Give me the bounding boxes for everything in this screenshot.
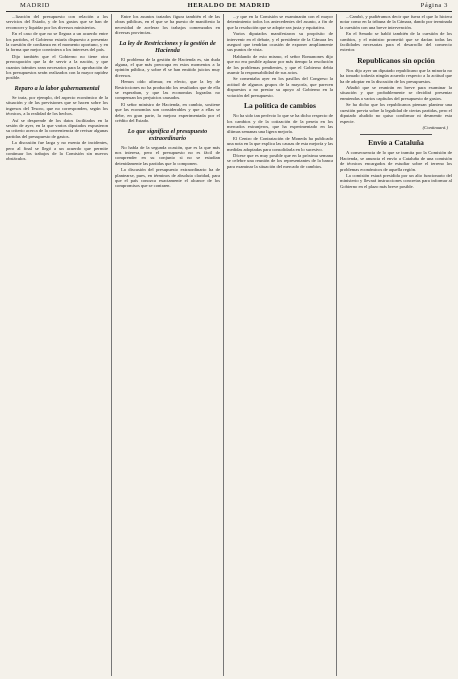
paragraph: Se ha dicho que los republicanos piensan plantear una cuestión previa sobre la legalidad de ciertas partidas, pero el diputado aludido no quiso confirmar ni desmentir esta especie. <box>340 102 452 124</box>
newspaper-title: HERALDO DE MADRID <box>187 2 271 9</box>
paragraph: A consecuencia de lo que se tramita por la Comisión de Hacienda, se anuncia el envío a Cataluña de una comisión de técnicos encargados de estudiar sobre el terreno los problemas económicos de aquella región. <box>340 150 452 172</box>
paragraph: En el Senado se habló también de la cuestión de los cambios, y el ministro prometió que se darían todas las facilidades necesarias para el desarrollo del comercio exterior. <box>340 31 452 53</box>
paragraph: En el caso de que no se llegara a un acuerdo entre los partidos, el Gobierno estaría dispuesto a presentar la cuestión de confianza en el momento oportuno, y en la forma que mejor conviniera a los intereses del país. <box>6 31 108 53</box>
page-header <box>6 2 452 12</box>
paragraph: La discusión del presupuesto extraordinario ha de plantearse, pues, en términos de absoluta claridad, para que el país conozca exactamente el alcance de los compromisos que se contraen. <box>115 167 220 189</box>
paragraph: No habla de la segunda ocasión, que es la que más nos interesa, pero el presupuesto no es fácil de comprender en su conjunto si no se estudian detenidamente las partidas que lo componen. <box>115 144 220 166</box>
section-headline: La política de cambios <box>244 101 316 111</box>
header-city: MADRID <box>20 2 50 9</box>
paragraph: No ha sido tan perfecto lo que se ha dicho respecto de los cambios y de la cotización de la peseta en los mercados extranjeros, que ha experimentado en las últimas semanas una ligera mejoría. <box>227 113 333 135</box>
paragraph: ...y que en la Comisión se examinarán con el mayor detenimiento todos los antecedentes del asunto, a fin de que la resolución que se adopte sea justa y equitativa. <box>227 14 333 30</box>
paragraph: Varios diputados manifestaron su propósito de intervenir en el debate, y el presidente de la Cámara les aseguró que tendrían ocasión de exponer ampliamente sus puntos de vista. <box>227 31 333 53</box>
section-headline: La ley de Restricciones y la gestión de Hacienda <box>119 39 216 54</box>
paragraph: ...lización del presupuesto con relación a los servicios del Estado, y de los gastos que se han de reconocer y liquidar por los diversos ministerios. <box>6 14 108 30</box>
column-rule <box>111 14 112 676</box>
column-rule <box>336 14 337 676</box>
paragraph: Entre los asuntos tratados figura también el de las obras públicas, en el que se ha puesto de manifiesto la necesidad de acelerar los trabajos comenzados en diversas provincias. <box>115 14 220 36</box>
column-2 <box>115 14 220 676</box>
paragraph: El Centro de Contratación de Moneda ha publicado una nota en la que explica las causas de esta mejoría y las medidas adoptadas para consolidarla en lo sucesivo. <box>227 135 333 152</box>
section-headline: Republicanos sin opción <box>357 55 435 65</box>
section-headline: Envío a Cataluña <box>368 138 424 148</box>
paragraph: Así se desprende de los datos facilitados en la sesión de ayer, en la que varios diputados expusieron su criterio acerca de la conveniencia de revisar algunas partidas del presupuesto de gastos. <box>6 117 108 139</box>
paragraph: Hemos oído afirmar, en efecto, que la ley de Restricciones no ha producido los resultados que de ella se esperaban, y que las economías logradas no compensan los perjuicios causados. <box>115 79 220 101</box>
paragraph: Se comentaba ayer en los pasillos del Congreso la actitud de algunos grupos de la mayoría, que parecen dispuestos a no prestar su apoyo al Gobierno en la votación del presupuesto. <box>227 76 333 98</box>
column-1 <box>6 14 108 676</box>
paragraph: Añadió que se reunirán en breve para examinar la situación y que probablemente se decidirá presentar enmiendas a varios capítulos del presupuesto de gastos. <box>340 85 452 101</box>
page-number: Página 3 <box>420 2 448 9</box>
paragraph: El señor ministro de Hacienda, en cambio, sostiene que las economías son considerables y que a ellas se debe, en gran parte, la mejora experimentada por el crédito del Estado. <box>115 101 220 124</box>
paragraph: El problema de la gestión de Hacienda es, sin duda alguna, el que más preocupa en estos momentos a la opinión pública, y sobre él se han emitido juicios muy diversos. <box>115 56 220 78</box>
column-3 <box>227 14 333 676</box>
continuation-note: (Continuará.) <box>422 124 448 130</box>
column-4 <box>340 14 452 676</box>
paragraph: ...Cambó, y pudiéramos decir que fuera el que lo hiciera notar como en la tribuna de la Cámara, dando por terminada la cuestión con una breve intervención. <box>340 14 452 30</box>
paragraph: Dijo también que el Gobierno no tiene otra preocupación que la de servir a la nación, y que cuantos trámites sean necesarios para la aprobación de los presupuestos serán realizados con la mayor rapidez posible. <box>6 53 108 81</box>
section-headline: Reparo a la labor gubernamental <box>14 84 100 92</box>
divider <box>360 134 432 135</box>
paragraph: Hablando de esto mismo, el señor Romanones dijo que no era posible aplazar por más tiempo la resolución de los problemas pendientes, y que el Gobierno debía asumir la responsabilidad de sus actos. <box>227 53 333 76</box>
paragraph: Nos dijo ayer un diputado republicano que la minoría no ha tomado todavía ningún acuerdo respecto a la actitud que ha de adoptar en la discusión de los presupuestos. <box>340 67 452 84</box>
column-rule <box>223 14 224 676</box>
paragraph: La discusión fue larga y no exenta de incidentes, pero al final se llegó a un acuerdo que permite continuar los trabajos de la Comisión sin nuevos obstáculos. <box>6 140 108 162</box>
paragraph: La comisión estará presidida por un alto funcionario del ministerio y llevará instrucciones concretas para informar al Gobierno en el plazo más breve posible. <box>340 172 452 189</box>
paragraph: Se trata, por ejemplo, del aspecto económico de la situación y de las previsiones que se hacen sobre los ingresos del Tesoro, que no corresponden, según los técnicos, a la realidad de los hechos. <box>6 94 108 117</box>
paragraph: Dícese que es muy posible que en la próxima semana se celebre una reunión de los representantes de la banca para examinar la situación del mercado de cambios. <box>227 152 333 169</box>
section-headline: Lo que significa el presupuesto extraordinario <box>127 127 208 142</box>
